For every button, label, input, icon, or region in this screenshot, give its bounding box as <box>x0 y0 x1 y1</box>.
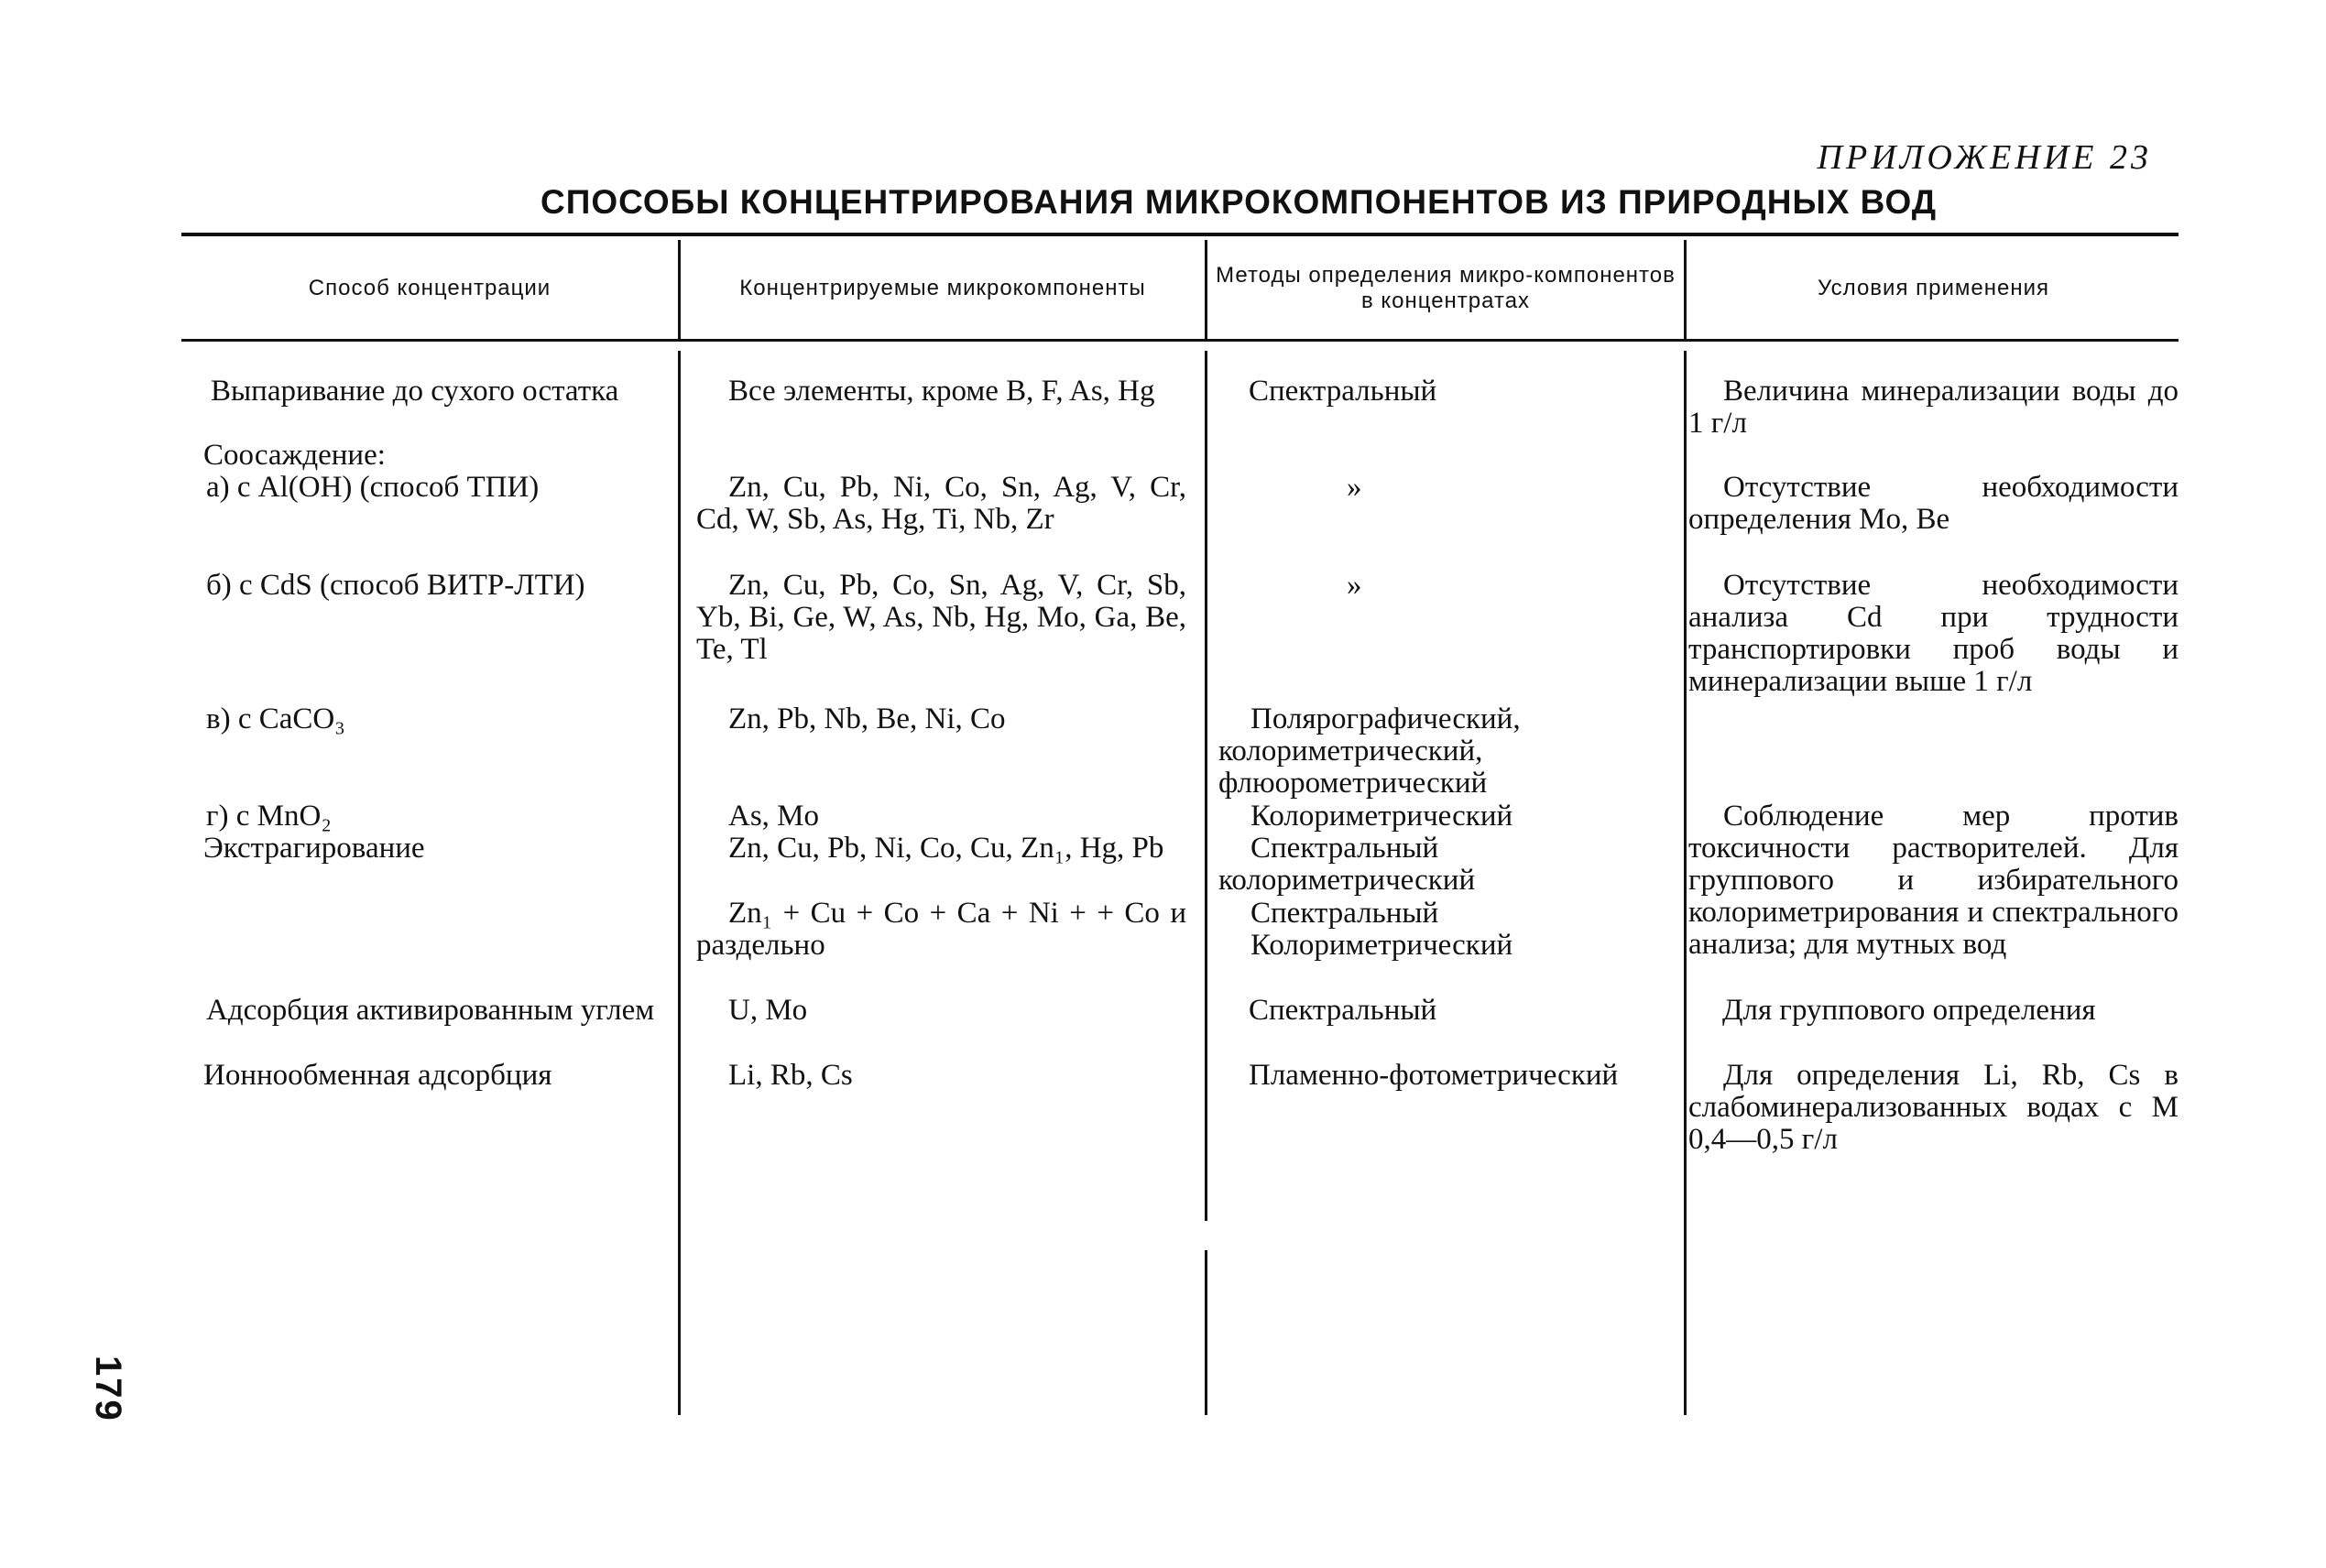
row5-determination: Полярографический, колориметрический, флюорометрический <box>1218 702 1521 800</box>
column-divider-3-body <box>1684 351 1687 1415</box>
column-divider-2-body <box>1205 351 1207 1221</box>
row9-method: Адсорбция активированным углем <box>206 994 655 1027</box>
column-divider-1-body <box>678 351 681 1415</box>
row1-method: Выпаривание до сухого остатка <box>211 375 619 408</box>
page-title: СПОСОБЫ КОНЦЕНТРИРОВАНИЯ МИКРОКОМПОНЕНТОВ ИЗ ПРИРОДНЫХ ВОД <box>541 183 1938 221</box>
page-number: 179 <box>88 1356 128 1422</box>
row7-determination: Спектральный колориметрический <box>1218 832 1476 897</box>
row10-components: Li, Rb, Cs <box>728 1059 853 1092</box>
column-divider-1 <box>678 240 681 339</box>
column-divider-2-lower <box>1205 1250 1207 1415</box>
row8-components: Zn₁ + Cu + Co + Ca + Ni + + Co и раздельно <box>696 897 1186 962</box>
column-divider-2 <box>1205 240 1207 339</box>
row8-determination-a: Спектральный <box>1250 897 1439 930</box>
header-components: Концентрируемые микрокомпоненты <box>739 276 1146 301</box>
row6-method: г) с MnO₂ <box>206 800 332 833</box>
row5-components: Zn, Pb, Nb, Be, Ni, Co <box>728 702 1006 735</box>
row4-determination: » <box>1347 569 1362 602</box>
table-top-rule <box>181 233 2179 236</box>
row7-components: Zn, Cu, Pb, Ni, Co, Cu, Zn₁, Hg, Pb <box>728 832 1164 865</box>
row5-method: в) с CaCO₃ <box>206 702 345 735</box>
row4-components: Zn, Cu, Pb, Co, Sn, Ag, V, Cr, Sb, Yb, Bi, Ge, W, As, Nb, Hg, Mo, Ga, Be, Te, Tl <box>696 569 1186 666</box>
row1-conditions: Величина минерализации воды до 1 г/л <box>1688 375 2179 440</box>
column-divider-3 <box>1684 240 1687 339</box>
row9-conditions: Для группового определения <box>1722 994 2096 1027</box>
row1-components: Все элементы, кроме B, F, As, Hg <box>728 375 1155 408</box>
row3-method: а) с Al(OH) (способ ТПИ) <box>206 471 540 504</box>
row10-method: Ионнообменная адсорбция <box>203 1059 552 1092</box>
row7-method: Экстрагирование <box>203 832 425 865</box>
row9-components: U, Mo <box>728 994 808 1027</box>
row10-conditions: Для определения Li, Rb, Cs в слабоминерализованных водах с М 0,4—0,5 г/л <box>1688 1059 2179 1156</box>
row2-method: Соосаждение: <box>203 439 386 472</box>
row1-determination: Спектральный <box>1249 375 1437 408</box>
header-conditions: Условия применения <box>1818 276 2049 301</box>
row9-determination: Спектральный <box>1249 994 1437 1027</box>
row6-determination: Колориметрический <box>1250 800 1513 833</box>
row8-determination-b: Колориметрический <box>1250 929 1513 962</box>
row3-determination: » <box>1347 471 1362 504</box>
table-header-rule <box>181 339 2179 342</box>
row6-components: As, Mo <box>728 800 820 833</box>
row3-conditions: Отсутствие необходимости определения Mo, Be <box>1688 471 2179 536</box>
row3-components: Zn, Cu, Pb, Ni, Co, Sn, Ag, V, Cr, Cd, W, Sb, As, Hg, Ti, Nb, Zr <box>696 471 1186 536</box>
row10-determination: Пламенно-фотометрический <box>1249 1059 1619 1092</box>
row4-method: б) с CdS (способ ВИТР-ЛТИ) <box>206 569 585 602</box>
header-determination: Методы определения микро-компонентов в концентратах <box>1216 263 1676 313</box>
row4-conditions: Отсутствие необходимости анализа Cd при трудности транспортировки проб воды и минерализации выше 1 г/л <box>1688 569 2179 698</box>
appendix-label: ПРИЛОЖЕНИЕ 23 <box>1817 138 2152 177</box>
header-method: Способ концентрации <box>308 276 551 301</box>
row6-conditions: Соблюдение мер против токсичности растворителей. Для группового и избирательного колориметрирования и спектрального анализа; для мутных вод <box>1688 800 2179 961</box>
